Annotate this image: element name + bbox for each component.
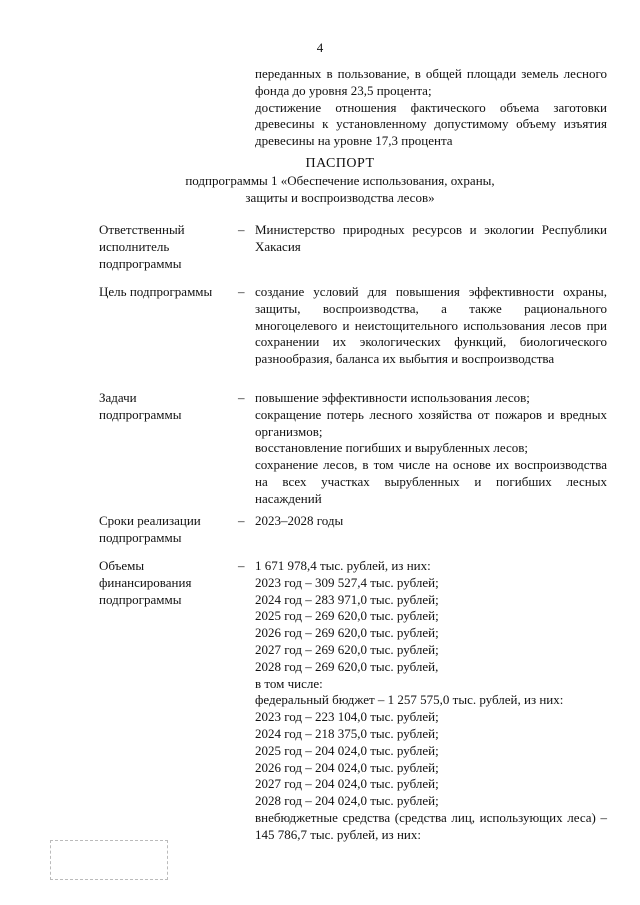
funding-line: 2027 год – 204 024,0 тыс. рублей; xyxy=(255,776,439,792)
label-line: подпрограммы xyxy=(99,406,182,422)
funding-line: в том числе: xyxy=(255,675,323,691)
content-paragraph: создание условий для повышения эффективности охраны, защиты, воспроизводства, а также рационального многоцелевого и неистощительного использования лесов при сохранении их экологических функций, биологического разнообразия, баланса их выбытия и воспроизводства xyxy=(255,284,607,367)
content-paragraph: повышение эффективности использования лесов; xyxy=(255,390,530,405)
funding-line: 2024 год – 218 375,0 тыс. рублей; xyxy=(255,725,439,741)
funding-line: 2027 год – 269 620,0 тыс. рублей; xyxy=(255,641,439,657)
funding-line: федеральный бюджет – 1 257 575,0 тыс. рублей, из них: xyxy=(255,692,564,708)
row-content xyxy=(255,284,607,368)
row-label xyxy=(99,390,229,424)
content-paragraph: сохранение лесов, в том числе на основе их воспроизводства на всех участках вырубленных и погибших лесных насаждений xyxy=(255,457,607,506)
funding-line: внебюджетные средства (средства лиц, использующих леса) – 145 786,7 тыс. рублей, из них: xyxy=(255,809,607,842)
funding-line: 2028 год – 204 024,0 тыс. рублей; xyxy=(255,793,439,809)
label-line: исполнитель xyxy=(99,238,170,254)
content-paragraph: восстановление погибших и вырубленных лесов; xyxy=(255,440,528,456)
intro-text xyxy=(255,66,607,150)
funding-line: 2026 год – 269 620,0 тыс. рублей; xyxy=(255,625,439,641)
passport-subtitle-line: защиты и воспроизводства лесов» xyxy=(245,189,435,205)
label-line: подпрограммы xyxy=(99,529,182,545)
funding-line: 2023 год – 309 527,4 тыс. рублей; xyxy=(255,574,439,590)
row-content xyxy=(255,222,607,256)
intro-paragraph: достижение отношения фактического объема заготовки древесины к установленному допустимому объему изъятия древесины на уровне 17,3 процента xyxy=(255,99,607,149)
row-dash: – xyxy=(238,222,245,237)
label-line: Цель подпрограммы xyxy=(99,284,213,299)
intro-paragraph: переданных в пользование, в общей площади земель лесного фонда до уровня 23,5 процента; xyxy=(255,66,607,98)
passport-subtitle xyxy=(100,173,580,207)
passport-subtitle-line: подпрограммы 1 «Обеспечение использования, охраны, xyxy=(185,173,495,188)
row-label xyxy=(99,222,229,272)
scan-stamp xyxy=(50,840,168,880)
row-label xyxy=(99,284,229,301)
row-dash: – xyxy=(238,284,245,299)
row-content xyxy=(255,390,607,508)
row-content xyxy=(255,558,607,844)
funding-line: 2023 год – 223 104,0 тыс. рублей; xyxy=(255,709,439,725)
label-line: подпрограммы xyxy=(99,591,182,607)
passport-title: ПАСПОРТ xyxy=(305,156,375,171)
funding-line: 2024 год – 283 971,0 тыс. рублей; xyxy=(255,591,439,607)
funding-line: 2025 год – 269 620,0 тыс. рублей; xyxy=(255,608,439,624)
label-line: Ответственный xyxy=(99,222,185,237)
row-dash: – xyxy=(238,513,245,528)
label-line: финансирования xyxy=(99,574,192,590)
content-paragraph: Министерство природных ресурсов и экологии Республики Хакасия xyxy=(255,222,607,254)
label-line: Сроки реализации xyxy=(99,513,201,528)
content-paragraph: 2023–2028 годы xyxy=(255,513,344,528)
funding-line: 2028 год – 269 620,0 тыс. рублей, xyxy=(255,658,439,674)
label-line: Объемы xyxy=(99,558,145,573)
label-line: подпрограммы xyxy=(99,255,182,271)
row-dash: – xyxy=(238,390,245,405)
row-content xyxy=(255,513,607,530)
row-dash: – xyxy=(238,558,245,573)
label-line: Задачи xyxy=(99,390,137,405)
row-label xyxy=(99,513,229,547)
row-label xyxy=(99,558,229,608)
content-paragraph: сокращение потерь лесного хозяйства от пожаров и вредных организмов; xyxy=(255,406,607,439)
funding-line: 1 671 978,4 тыс. рублей, из них: xyxy=(255,558,431,573)
funding-line: 2025 год – 204 024,0 тыс. рублей; xyxy=(255,742,439,758)
page-number: 4 xyxy=(316,40,324,55)
funding-line: 2026 год – 204 024,0 тыс. рублей; xyxy=(255,759,439,775)
